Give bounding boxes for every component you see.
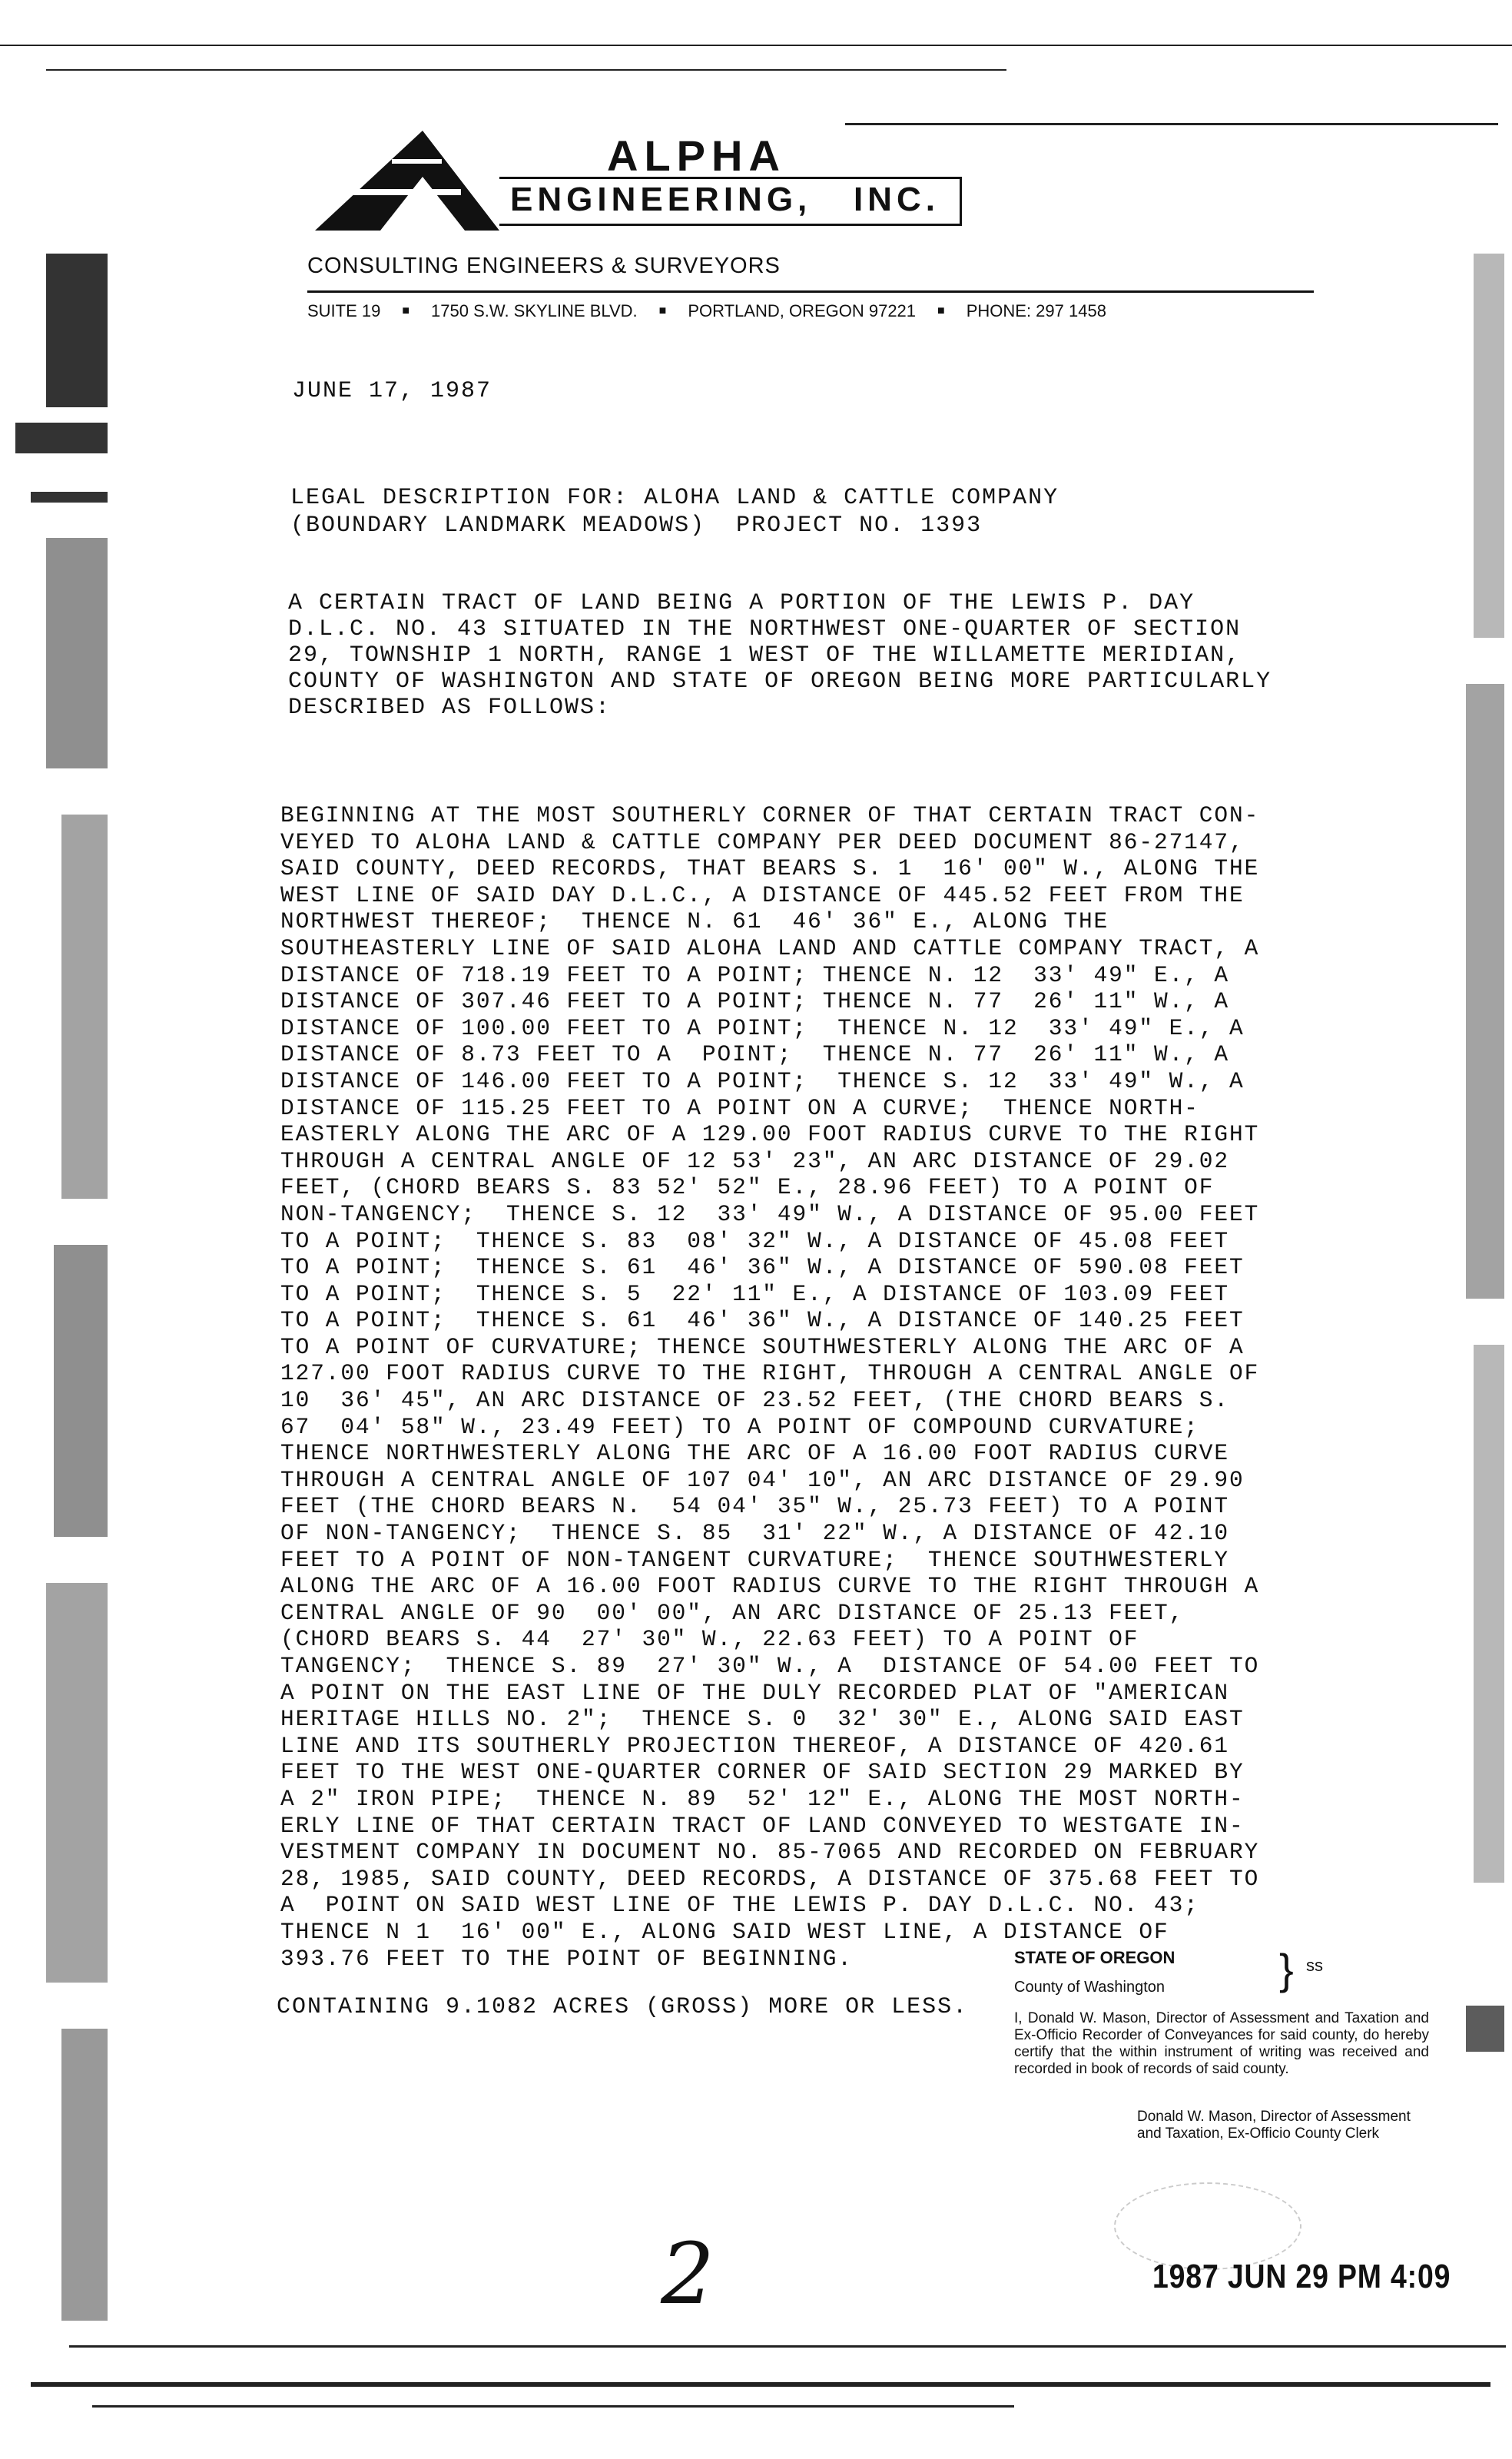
legal-description-body: BEGINNING AT THE MOST SOUTHERLY CORNER OF THAT CERTAIN TRACT CON- VEYED TO ALOHA LAND & CATTLE COMPANY PER DEED DOCUMENT 86-27147, SAID COUNTY, DEED RECORDS, THAT BEARS S. 1 16' 00" W., ALONG THE WEST LINE OF SAID DAY D.L.C., A DISTANCE OF 445.52 FEET FROM THE NORTHWEST THEREOF; THENCE N. 61 46' 36" E., ALONG THE SOUTHEASTERLY LINE OF SAID ALOHA LAND AND CATTLE COMPANY TRACT, A DISTANCE OF 718.19 FEET TO A POINT; THENCE N. 12 33' 49" E., A DISTANCE OF 307.46 FEET TO A POINT; THENCE N. 77 26' 11" W., A DISTANCE OF 100.00 FEET TO A POINT; THENCE N. 12 33' 49" E., A DISTANCE OF 8.73 FEET TO A POINT; THENCE N. 77 26' 11" W., A DISTANCE OF 146.00 FEET TO A POINT; THENCE S. 12 33' 49" W., A DISTANCE OF 115.25 FEET TO A POINT ON A CURVE; THENCE NORTH- EASTERLY ALONG THE ARC OF A 129.00 FOOT RADIUS CURVE TO THE RIGHT THROUGH A CENTRAL ANGLE OF 12 53' 23", AN ARC DISTANCE OF 29.02 FEET, (CHORD BEARS S. 83 52' 52" E., 28.96 FEET) TO A POINT OF NON-TANGENCY; THENCE S. 12 33' 49" W., A DISTANCE OF 95.00 FEET TO A POINT; THENCE S. 83 08' 32" W., A DISTANCE OF 45.08 FEET TO A POINT; THENCE S. 61 46' 36" W., A DISTANCE OF 590.08 FEET TO A POINT; THENCE S. 5 22' 11" E., A DISTANCE OF 103.09 FEET TO A POINT; THENCE S. 61 46' 36" W., A DISTANCE OF 140.25 FEET TO A POINT OF CURVATURE; THENCE SOUTHWESTERLY ALONG THE ARC OF A 127.00 FOOT RADIUS CURVE TO THE RIGHT, THROUGH A CENTRAL ANGLE OF 10 36' 45", AN ARC DISTANCE OF 23.52 FEET, (THE CHORD BEARS S. 67 04' 58" W., 23.49 FEET) TO A POINT OF COMPOUND CURVATURE; THENCE NORTHWESTERLY ALONG THE ARC OF A 16.00 FOOT RADIUS CURVE THROUGH A CENTRAL ANGLE OF 107 04' 10", AN ARC DISTANCE OF 29.90 FEET (THE CHORD BEARS N. 54 04' 35" W., 25.73 FEET) TO A POINT OF NON-TANGENCY; THENCE S. 85 31' 22" W., A DISTANCE OF 42.10 FEET TO A POINT OF NON-TANGENT CURVATURE; THENCE SOUTHWESTERLY ALONG THE ARC OF A 16.00 FOOT RADIUS CURVE TO THE RIGHT THROUGH A CENTRAL ANGLE OF 90 00' 00", AN ARC DISTANCE OF 25.13 FEET, (CHORD BEARS S. 44 27' 30" W., 22.63 FEET) TO A POINT OF TANGENCY; THENCE S. 89 27' 30" W., A DISTANCE OF 54.00 FEET TO A POINT ON THE EAST LINE OF THE DULY RECORDED PLAT OF "AMERICAN HERITAGE HILLS NO. 2"; THENCE S. 0 32' 30" E., ALONG SAID EAST LINE AND ITS SOUTHERLY PROJECTION THEREOF, A DISTANCE OF 420.61 FEET TO THE WEST ONE-QUARTER CORNER OF SAID SECTION 29 MARKED BY A 2" IRON PIPE; THENCE N. 89 52' 12" E., ALONG THE MOST NORTH- ERLY LINE OF THAT CERTAIN TRACT OF LAND CONVEYED TO WESTGATE IN- VESTMENT COMPANY IN DOCUMENT NO. 85-7065 AND RECORDED ON FEBRUARY 28, 1985, SAID COUNTY, DEED RECORDS, A DISTANCE OF 375.68 FEET TO A POINT ON SAID WEST LINE OF THE LEWIS P. DAY D.L.C. NO. 43; THENCE N 1 16' 00" E., ALONG SAID WEST LINE, A DISTANCE OF 393.76 FEET TO THE POINT OF BEGINNING. <box>280 802 1260 1972</box>
recorded-date-stamp: 1987 JUN 29 PM 4:09 <box>1152 2258 1451 2295</box>
stamp-county: County of Washington <box>1014 1979 1166 1996</box>
company-address <box>307 301 1314 321</box>
letterhead-rule <box>307 290 1314 293</box>
containing-acreage: CONTAINING 9.1082 ACRES (GROSS) MORE OR LESS. <box>277 1994 969 2020</box>
company-tagline: CONSULTING ENGINEERS & SURVEYORS <box>307 254 781 278</box>
scan-line-top <box>0 45 1512 46</box>
brace-icon: } <box>1279 1945 1294 1993</box>
handwritten-page-number: 2 <box>661 2225 715 2323</box>
county-seal-icon <box>1114 2182 1301 2270</box>
bullet-icon: ■ <box>658 304 667 317</box>
document-date: JUNE 17, 1987 <box>292 378 492 404</box>
stamp-ss: ss <box>1306 1956 1323 1975</box>
address-street: 1750 S.W. SKYLINE BLVD. <box>431 301 638 320</box>
left-scan-strip <box>0 231 115 2344</box>
bullet-icon: ■ <box>937 304 945 317</box>
scan-line-top-2 <box>46 69 1006 71</box>
intro-paragraph: A CERTAIN TRACT OF LAND BEING A PORTION OF THE LEWIS P. DAY D.L.C. NO. 43 SITUATED IN THE NORTHWEST ONE-QUARTER OF SECTION 29, TOWNSHIP 1 NORTH, RANGE 1 WEST OF THE WILLAMETTE MERIDIAN, COUNTY OF WASHINGTON AND STATE OF OREGON BEING MORE PARTICULARLY DESCRIBED AS FOLLOWS: <box>288 590 1272 721</box>
scan-line-bottom-3 <box>92 2405 1014 2408</box>
company-name: ALPHA <box>607 131 786 180</box>
company-logo <box>307 123 960 238</box>
stamp-signature-block: Donald W. Mason, Director of Assessment and Taxation, Ex-Officio County Clerk <box>1137 2109 1411 2142</box>
stamp-certification-text: I, Donald W. Mason, Director of Assessment and Taxation and Ex-Officio Recorder of Conveyances for said county, do hereby certify that the within instrument of writing was received and recorded in book of records of said county. <box>1014 2010 1429 2077</box>
stamp-state: STATE OF OREGON <box>1014 1948 1175 1967</box>
company-sub: ENGINEERING, INC. <box>499 177 962 226</box>
title-line-2: (BOUNDARY LANDMARK MEADOWS) PROJECT NO. 1393 <box>290 513 983 539</box>
address-suite: SUITE 19 <box>307 301 381 320</box>
document-title <box>290 484 1059 539</box>
address-city: PORTLAND, OREGON 97221 <box>688 301 917 320</box>
address-phone: PHONE: 297 1458 <box>966 301 1106 320</box>
scan-line-bottom <box>69 2345 1506 2348</box>
scan-line-bottom-2 <box>31 2382 1490 2387</box>
right-scan-strip <box>1458 254 1512 2098</box>
title-line-1: LEGAL DESCRIPTION FOR: ALOHA LAND & CATTLE COMPANY <box>290 485 1059 511</box>
bullet-icon: ■ <box>402 304 410 317</box>
recorder-certification-stamp <box>1014 1945 1429 2142</box>
logo-triangle-icon <box>307 123 507 238</box>
